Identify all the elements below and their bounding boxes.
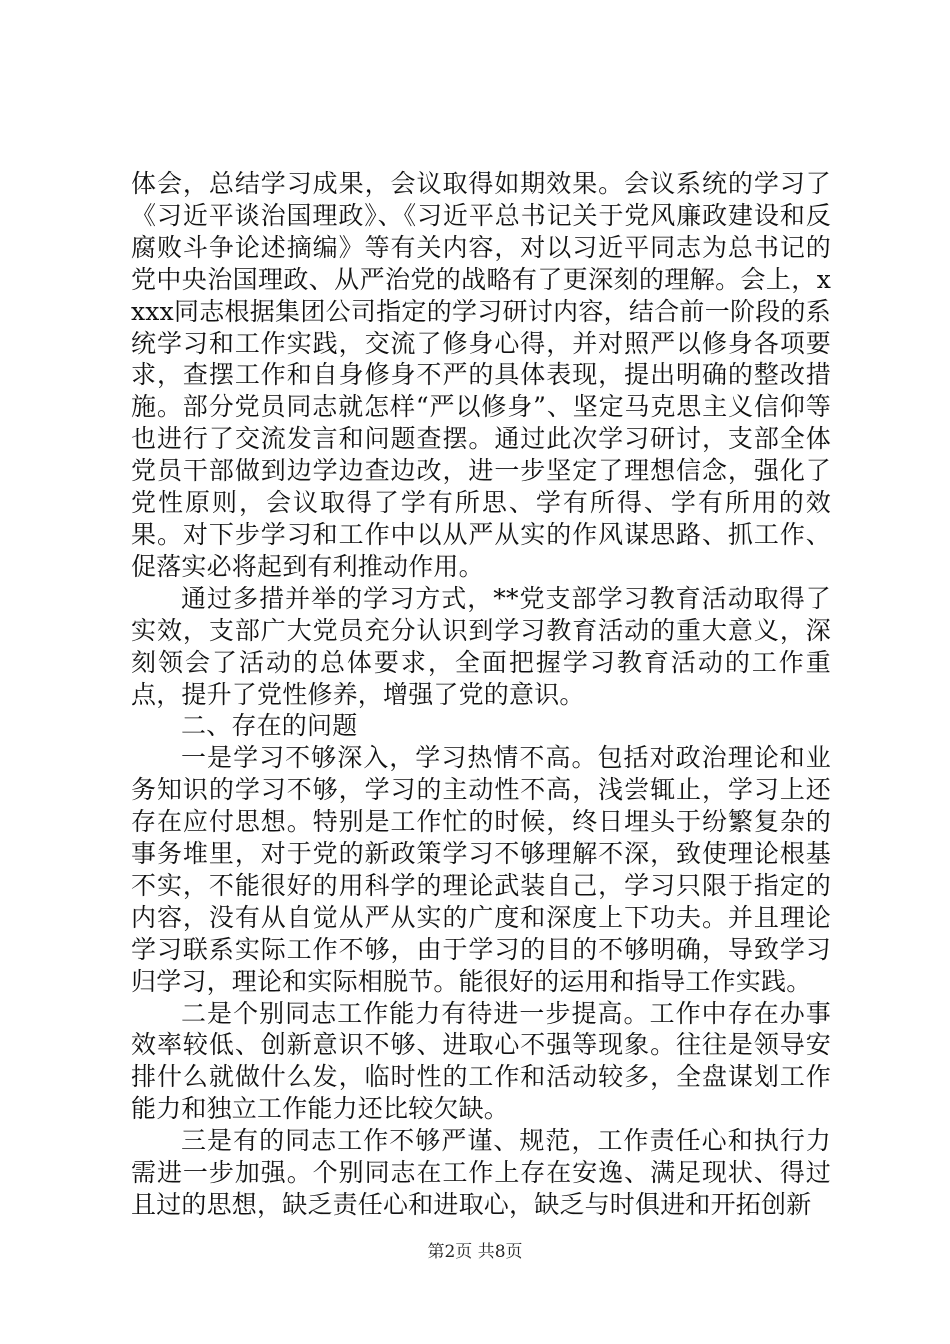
paragraph-study-results: 通过多措并举的学习方式，**党支部学习教育活动取得了实效，支部广大党员充分认识到学习教育活动的重大意义，深刻领会了活动的总体要求，全面把握学习教育活动的工作重点，提升了党性修养，增强了党的意识。 xyxy=(131,583,831,709)
document-body xyxy=(131,168,831,1221)
paragraph-problem-one: 一是学习不够深入，学习热情不高。包括对政治理论和业务知识的学习不够，学习的主动性不高，浅尝辄止，学习上还存在应付思想。特别是工作忙的时候，终日埋头于纷繁复杂的事务堆里，对于党的新政策学习不够理解不深，致使理论根基不实，不能很好的用科学的理论武装自己，学习只限于指定的内容，没有从自觉从严从实的广度和深度上下功夫。并且理论学习联系实际工作不够，由于学习的目的不够明确，导致学习归学习，理论和实际相脱节。能很好的运用和指导工作实践。 xyxy=(131,743,831,996)
page-number-footer: 第2页 共8页 xyxy=(427,1242,523,1262)
paragraph-problem-three: 三是有的同志工作不够严谨、规范，工作责任心和执行力需进一步加强。个别同志在工作上存在安逸、满足现状、得过且过的思想，缺乏责任心和进取心，缺乏与时俱进和开拓创新 xyxy=(131,1126,831,1219)
paragraph-study-meeting: 体会，总结学习成果，会议取得如期效果。会议系统的学习了《习近平谈治国理政》、《习近平总书记关于党风廉政建设和反腐败斗争论述摘编》等有关内容，对以习近平同志为总书记的党中央治国理政、从严治党的战略有了更深刻的理解。会上，xxxx同志根据集团公司指定的学习研讨内容，结合前一阶段的系统学习和工作实践，交流了修身心得，并对照严以修身各项要求，查摆工作和自身修身不严的具体表现，提出明确的整改措施。部分党员同志就怎样“严以修身”、坚定马克思主义信仰等也进行了交流发言和问题查摆。通过此次学习研讨，支部全体党员干部做到边学边查边改，进一步坚定了理想信念，强化了党性原则，会议取得了学有所思、学有所得、学有所用的效果。对下步学习和工作中以从严从实的作风谋思路、抓工作、促落实必将起到有利推动作用。 xyxy=(131,169,831,581)
section-heading-problems: 二、存在的问题 xyxy=(181,711,358,741)
paragraph-problem-two: 二是个别同志工作能力有待进一步提高。工作中存在办事效率较低、创新意识不够、进取心不强等现象。往往是领导安排什么就做什么发，临时性的工作和活动较多，全盘谋划工作能力和独立工作能力还比较欠缺。 xyxy=(131,998,831,1124)
